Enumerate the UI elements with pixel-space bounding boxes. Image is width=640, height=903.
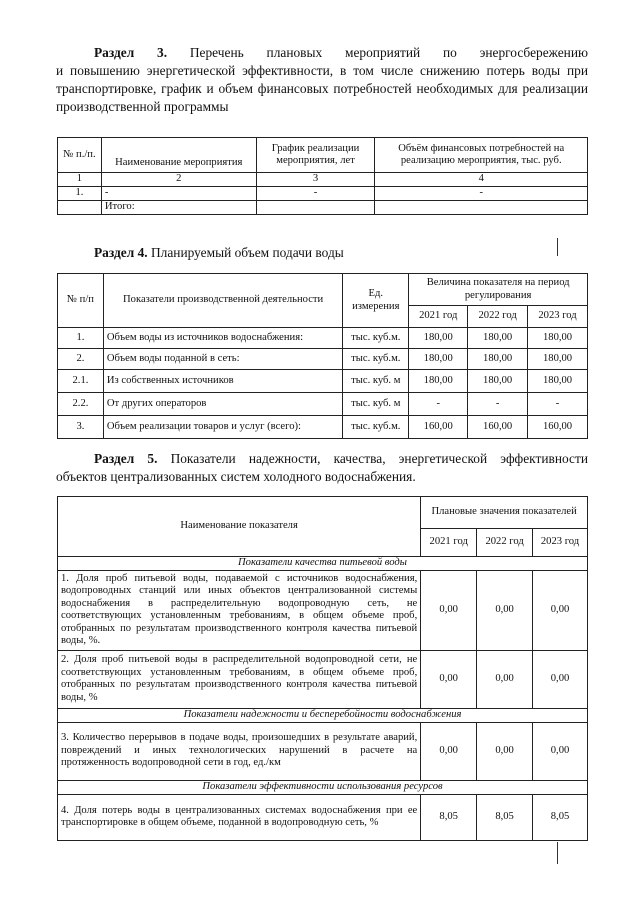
t1-total-schedule <box>256 201 375 215</box>
t2-num: 2. <box>58 349 104 370</box>
section4-label: Раздел 4. <box>94 245 148 260</box>
t1-header-schedule: График реализации мероприятия, лет <box>256 138 375 173</box>
section5-label: Раздел 5. <box>94 451 158 466</box>
t2-value: 180,00 <box>468 328 528 349</box>
t2-name: Объем воды из источников водоснабжения: <box>103 328 342 349</box>
section3-heading <box>56 44 588 116</box>
t2-value: 180,00 <box>468 349 528 370</box>
t2-num: 3. <box>58 416 104 439</box>
t2-value: - <box>409 393 468 416</box>
t2-num: 2.2. <box>58 393 104 416</box>
t3-year: 2022 год <box>477 529 533 557</box>
t3-value: 0,00 <box>477 570 533 650</box>
section4-text: Планируемый объем подачи воды <box>151 245 344 260</box>
table-row <box>58 570 588 650</box>
t3-value: 0,00 <box>421 570 477 650</box>
section4-heading <box>56 244 588 262</box>
t3-row3-name: 3. Количество перерывов в подаче воды, произошедших в результате аварий, повреждений и иных технологических нарушений в расчете на протяженность водопроводной сети в год, ед./км <box>58 722 421 780</box>
t2-year: 2023 год <box>528 306 588 328</box>
t2-value: 160,00 <box>409 416 468 439</box>
t3-value: 0,00 <box>477 722 533 780</box>
t3-year: 2023 год <box>533 529 588 557</box>
t1-row-finance: - <box>375 187 588 201</box>
t2-unit: тыс. куб. м <box>343 393 409 416</box>
margin-mark <box>557 842 558 864</box>
t1-colnum: 2 <box>101 173 256 187</box>
t2-name: Объем воды поданной в сеть: <box>103 349 342 370</box>
t2-year: 2021 год <box>409 306 468 328</box>
section5-line1: Показатели надежности, качества, энергетической эффективности <box>170 451 588 466</box>
t2-value: 180,00 <box>528 370 588 393</box>
table-row <box>58 650 588 708</box>
t3-row4-name: 4. Доля потерь воды в централизованных системах водоснабжения при ее транспортировке в общем объеме, поданной в водопроводную сеть, % <box>58 794 421 840</box>
t2-value: - <box>468 393 528 416</box>
t2-value: 180,00 <box>409 370 468 393</box>
t2-unit: тыс. куб. м <box>343 370 409 393</box>
t2-value: 180,00 <box>528 328 588 349</box>
t3-section-efficiency: Показатели эффективности использования ресурсов <box>58 780 588 794</box>
t3-value: 0,00 <box>477 650 533 708</box>
t2-value: 180,00 <box>528 349 588 370</box>
t3-value: 8,05 <box>421 794 477 840</box>
table-row <box>58 794 588 840</box>
t2-unit: тыс. куб.м. <box>343 416 409 439</box>
t3-value: 0,00 <box>533 570 588 650</box>
t2-num: 1. <box>58 328 104 349</box>
t1-row-name: - <box>101 187 256 201</box>
table-row <box>58 416 588 439</box>
t3-value: 0,00 <box>421 722 477 780</box>
table-row <box>58 328 588 349</box>
t2-unit: тыс. куб.м. <box>343 328 409 349</box>
t1-colnum: 1 <box>58 173 102 187</box>
t2-header-name: Показатели производственной деятельности <box>103 274 342 328</box>
t3-value: 0,00 <box>421 650 477 708</box>
t3-row1-name: 1. Доля проб питьевой воды, подаваемой с источников водоснабжения, водопроводных станций или иных объектов централизованной системы водоснабжения в распределительную водопроводную сеть, не соответствующих установленным требованиям, в общем объеме проб, отобранных по результатам производственного контроля качества питьевой воды, %. <box>58 570 421 650</box>
t3-header-name: Наименование показателя <box>58 497 421 557</box>
indicators-table <box>57 496 588 841</box>
t2-header-num: № п/п <box>58 274 104 328</box>
t2-year: 2022 год <box>468 306 528 328</box>
t2-value: 180,00 <box>409 328 468 349</box>
t3-value: 0,00 <box>533 650 588 708</box>
t1-header-name: Наименование мероприятия <box>101 138 256 173</box>
t3-value: 8,05 <box>533 794 588 840</box>
t1-header-finance: Объём финансовых потребностей на реализацию мероприятия, тыс. руб. <box>375 138 588 173</box>
measures-table <box>57 137 588 215</box>
t3-value: 8,05 <box>477 794 533 840</box>
t2-value: 160,00 <box>528 416 588 439</box>
t2-header-period: Величина показателя на период регулирования <box>409 274 588 306</box>
t1-total-finance <box>375 201 588 215</box>
t1-row-num: 1. <box>58 187 102 201</box>
t3-section-reliability: Показатели надежности и бесперебойности водоснабжения <box>58 708 588 722</box>
section3-label: Раздел 3. <box>94 45 168 60</box>
t2-num: 2.1. <box>58 370 104 393</box>
t3-section-quality: Показатели качества питьевой воды <box>58 557 588 571</box>
section3-rest: и повышению энергетической эффективности, в том числе снижению потерь воды при транспортировке, график и объем финансовых потребностей необходимых для реализации производственной программы <box>56 63 588 114</box>
table-row <box>58 349 588 370</box>
t3-year: 2021 год <box>421 529 477 557</box>
t2-value: - <box>528 393 588 416</box>
t2-value: 180,00 <box>409 349 468 370</box>
t1-colnum: 3 <box>256 173 375 187</box>
t1-row-schedule: - <box>256 187 375 201</box>
table-row <box>58 393 588 416</box>
t1-total-num <box>58 201 102 215</box>
t2-name: Из собственных источников <box>103 370 342 393</box>
section5-heading <box>56 450 588 486</box>
table-row <box>58 370 588 393</box>
t3-row2-name: 2. Доля проб питьевой воды в распределительной водопроводной сети, не соответствующих установленным требованиям, в общем объеме проб, отобранных по результатам производственного контроля качества питьевой воды, % <box>58 650 421 708</box>
section3-line1: Перечень плановых мероприятий по энергосбережению <box>189 45 589 60</box>
t2-name: От других операторов <box>103 393 342 416</box>
t2-name: Объем реализации товаров и услуг (всего): <box>103 416 342 439</box>
t2-unit: тыс. куб.м. <box>343 349 409 370</box>
t3-value: 0,00 <box>533 722 588 780</box>
table-row <box>58 722 588 780</box>
water-supply-table <box>57 273 588 439</box>
t1-header-num: № п./п. <box>58 138 102 173</box>
section5-rest: объектов централизованных систем холодного водоснабжения. <box>56 469 416 484</box>
t2-value: 180,00 <box>468 370 528 393</box>
t3-header-plan: Плановые значения показателей <box>421 497 588 529</box>
t1-total-label: Итого: <box>101 201 256 215</box>
t1-colnum: 4 <box>375 173 588 187</box>
t2-value: 160,00 <box>468 416 528 439</box>
t2-header-unit: Ед. измерения <box>343 274 409 328</box>
